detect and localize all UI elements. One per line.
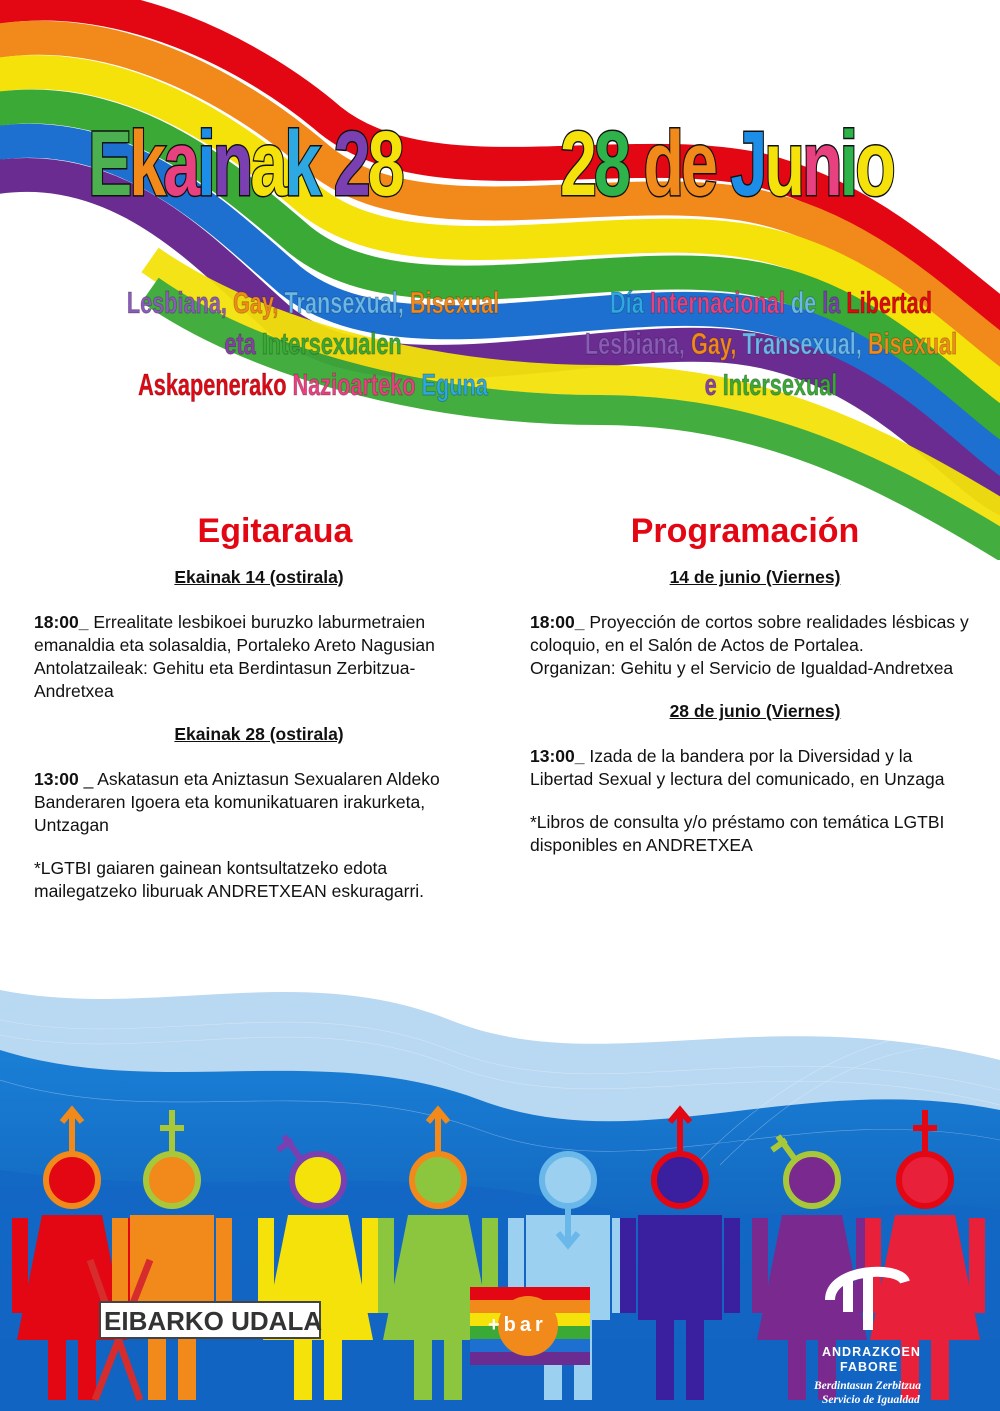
bar-logo-text: +bar: [488, 1314, 547, 1336]
library-note: *LGTBI gaiaren gainean kontsultatzeko edota mailegatzeko liburuak ANDRETXEAN eskuragarri.: [34, 858, 425, 901]
date-heading: 28 de junio (Viernes): [669, 701, 841, 721]
event-organizers: Antolatzaileak: Gehitu eta Berdintasun Zerbitzua-Andretxea: [34, 658, 416, 701]
title-letter: k: [129, 113, 164, 215]
title-letter: i: [197, 113, 213, 215]
subtitle-word: Gay,: [690, 326, 743, 361]
subtitle-word: eta: [224, 326, 262, 361]
service-spanish: Servicio de Igualdad: [822, 1394, 920, 1406]
date-heading: 14 de junio (Viernes): [669, 567, 841, 587]
title-letter: d: [627, 113, 682, 215]
event-entry: [34, 768, 484, 837]
title-letter: i: [839, 113, 856, 215]
program-heading-spanish: Programación: [630, 512, 860, 550]
event-time: 13:00: [34, 769, 79, 789]
title-letter: o: [855, 113, 893, 215]
event-entry: [530, 745, 980, 791]
date-heading: Ekainak 14 (ostirala): [174, 567, 344, 587]
title-basque: [88, 113, 402, 215]
subtitle-line: [89, 323, 537, 364]
subtitle-word: Intersexual: [722, 367, 838, 402]
subtitle-word: Askapenerako: [138, 367, 293, 402]
subtitle-basque: [89, 282, 537, 405]
event-entry: [530, 611, 980, 680]
title-letter: J: [715, 113, 765, 215]
title-letter: e: [681, 113, 716, 215]
title-letter: a: [250, 113, 285, 215]
title-letter: 2: [318, 113, 368, 215]
title-letter: a: [163, 113, 198, 215]
event-description: Errealitate lesbikoei buruzko laburmetraien emanaldia eta solasaldia, Portaleko Areto Nagusian: [34, 612, 435, 655]
andrazkoen-line2: FABORE: [840, 1360, 899, 1374]
subtitle-spanish: [540, 282, 1000, 405]
subtitle-line: [540, 282, 1000, 323]
subtitle-line: [89, 364, 537, 405]
subtitle-word: e: [704, 367, 723, 402]
subtitle-line: [540, 364, 1000, 405]
event-description: _ Askatasun eta Aniztasun Sexualaren Aldeko Banderaren Igoera eta komunikatuaren irakurketa, Untzagan: [34, 769, 440, 835]
event-organizers: Organizan: Gehitu y el Servicio de Igualdad-Andretxea: [530, 658, 954, 678]
subtitle-word: Transexual,: [284, 285, 410, 320]
people-illustration: [0, 960, 1000, 1411]
title-letter: n: [212, 113, 251, 215]
eibar-logo-text: EIBARKO UDALA: [104, 1306, 323, 1336]
event-time: 18:00_: [34, 612, 89, 632]
subtitle-word: Libertad: [846, 285, 932, 320]
subtitle-word: Nazioarteko: [292, 367, 422, 402]
title-spanish: [560, 113, 893, 215]
subtitle-word: Internacional: [649, 285, 791, 320]
library-note: *Libros de consulta y/o préstamo con temática LGTBI disponibles en ANDRETXEA: [530, 812, 945, 855]
program-column-basque: [34, 566, 484, 923]
title-letter: 8: [593, 113, 628, 215]
subtitle-word: Lesbiana,: [584, 326, 691, 361]
title-letter: 8: [367, 113, 402, 215]
subtitle-word: Eguna: [421, 367, 488, 402]
title-letter: 2: [560, 113, 594, 215]
subtitle-word: Día: [610, 285, 650, 320]
program-column-spanish: [530, 566, 980, 877]
event-time: 18:00_: [530, 612, 585, 632]
service-basque: Berdintasun Zerbitzua: [814, 1380, 922, 1392]
program-heading-basque: Egitaraua: [197, 512, 353, 550]
subtitle-word: Lesbiana,: [126, 285, 233, 320]
subtitle-word: Transexual,: [742, 326, 868, 361]
event-time: 13:00_: [530, 746, 585, 766]
andrazkoen-line1: ANDRAZKOEN: [822, 1345, 921, 1359]
rainbow-ribbon-graphic: [0, 0, 1000, 560]
subtitle-word: de: [790, 285, 823, 320]
subtitle-word: la: [822, 285, 847, 320]
date-heading: Ekainak 28 (ostirala): [174, 724, 344, 744]
event-description: Proyección de cortos sobre realidades lésbicas y coloquio, en el Salón de Actos de Portalea.: [530, 612, 969, 655]
subtitle-word: Gay,: [232, 285, 285, 320]
title-letter: u: [764, 113, 803, 215]
event-entry: [34, 611, 484, 703]
subtitle-word: Bisexual: [409, 285, 500, 320]
subtitle-word: Bisexual: [867, 326, 958, 361]
subtitle-line: [89, 282, 537, 323]
title-letter: k: [284, 113, 319, 215]
title-letter: E: [88, 113, 130, 215]
event-description: Izada de la bandera por la Diversidad y la Libertad Sexual y lectura del comunicado, en Unzaga: [530, 746, 945, 789]
subtitle-line: [540, 323, 1000, 364]
subtitle-word: Intersexualen: [261, 326, 402, 361]
title-letter: n: [802, 113, 840, 215]
